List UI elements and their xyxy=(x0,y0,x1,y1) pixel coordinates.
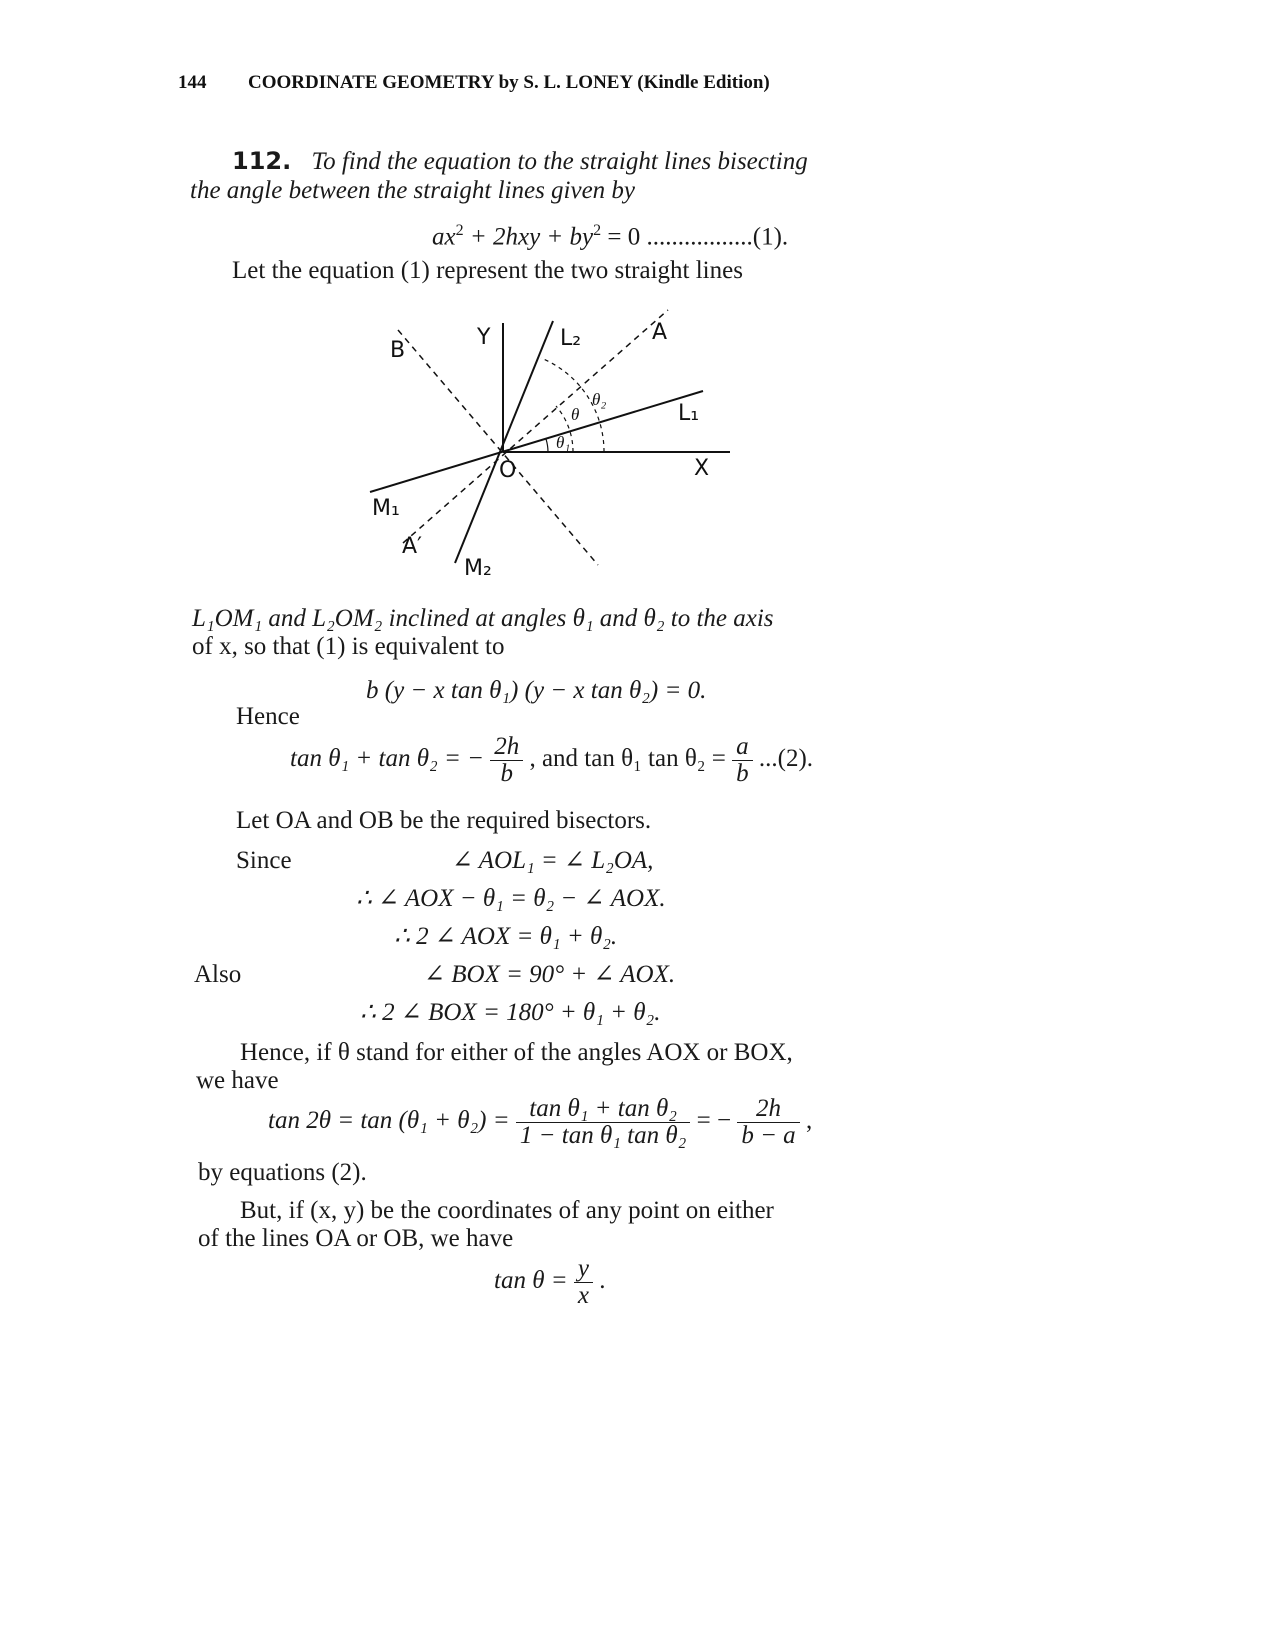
arc-theta1 xyxy=(546,439,548,452)
equation-10 xyxy=(494,1256,605,1309)
label-theta: θ xyxy=(571,405,580,424)
paragraph-2-line2: of x, so that (1) is equivalent to xyxy=(192,633,505,660)
paragraph-6-line1: But, if (x, y) be the coordinates of any point on either xyxy=(240,1197,774,1224)
since-label: Since xyxy=(236,847,292,874)
label-y: Y xyxy=(477,325,491,350)
eq10-tail: . xyxy=(599,1267,606,1295)
label-theta1: θ₁ xyxy=(556,433,571,452)
eq10-frac-num: y xyxy=(574,1256,593,1283)
hence-label: Hence xyxy=(236,703,300,730)
label-theta2: θ₂ xyxy=(592,390,607,409)
eq3-frac2-num: a xyxy=(732,734,753,761)
paragraph-2-line1: L₁OM₁ and L₂OM₂ inclined at angles θ₁ and θ₂ to the axis xyxy=(192,605,774,632)
equation-3 xyxy=(290,734,813,787)
eq3-frac1-num: 2h xyxy=(490,734,523,761)
eq3-frac1-den: b xyxy=(500,760,513,787)
eq9-frac1-num: tan θ₁ + tan θ₂ xyxy=(516,1096,690,1123)
bisector-diagram xyxy=(360,305,760,595)
also-label: Also xyxy=(194,961,242,988)
eq10-frac-den: x xyxy=(577,1282,589,1309)
eq9-left: tan 2θ = tan (θ₁ + θ₂) = xyxy=(268,1107,510,1135)
eq3-left: tan θ₁ + tan θ₂ = − xyxy=(290,745,484,773)
section-title-line2: the angle between the straight lines given by xyxy=(190,177,636,204)
label-l1: L₁ xyxy=(678,401,700,426)
section-number: 112. xyxy=(232,147,292,175)
bisector-oa xyxy=(403,310,668,543)
equation-9 xyxy=(268,1096,812,1149)
eq9-frac1-den: 1 − tan θ₁ tan θ₂ xyxy=(519,1122,687,1149)
label-b: B xyxy=(390,338,406,363)
eq1-exp2: 2 xyxy=(593,222,602,239)
equation-2: b (y − x tan θ₁) (y − x tan θ₂) = 0. xyxy=(366,677,707,704)
label-l2: L₂ xyxy=(560,326,582,351)
eq9-frac2-num: 2h xyxy=(737,1096,799,1123)
eq9-fraction-1 xyxy=(516,1096,690,1149)
eq1-exp1: 2 xyxy=(455,222,464,239)
equation-8: ∴ 2 ∠ BOX = 180° + θ₁ + θ₂. xyxy=(360,999,661,1026)
eq10-left: tan θ = xyxy=(494,1267,568,1295)
paragraph-6-line2: of the lines OA or OB, we have xyxy=(198,1225,514,1252)
label-o: O xyxy=(499,458,517,483)
line-l1-m1 xyxy=(370,391,703,492)
paragraph-4-line2: we have xyxy=(196,1067,279,1094)
eq3-frac2-den: b xyxy=(736,760,749,787)
eq1-lhs: ax xyxy=(432,223,456,251)
equation-6: ∴ 2 ∠ AOX = θ₁ + θ₂. xyxy=(394,923,618,950)
eq3-fraction-1 xyxy=(490,734,523,787)
eq3-middle: , and tan θ₁ tan θ₂ = xyxy=(529,745,726,773)
eq1-rhs: = 0 .................(1). xyxy=(601,223,789,251)
eq3-fraction-2 xyxy=(732,734,753,787)
equation-5: ∴ ∠ AOX − θ₁ = θ₂ − ∠ AOX. xyxy=(356,885,666,912)
eq3-tail: ...(2). xyxy=(758,745,814,773)
paragraph-4-line1: Hence, if θ stand for either of the angles AOX or BOX, xyxy=(240,1039,793,1066)
label-m2: M₂ xyxy=(464,556,492,581)
equation-4: ∠ AOL₁ = ∠ L₂OA, xyxy=(452,847,654,874)
eq9-fraction-2 xyxy=(737,1096,799,1149)
equation-1 xyxy=(432,216,788,252)
eq9-middle: = − xyxy=(696,1107,732,1135)
section-heading xyxy=(232,146,808,177)
eq10-fraction xyxy=(574,1256,593,1309)
paragraph-5: by equations (2). xyxy=(198,1159,367,1186)
paragraph-3: Let OA and OB be the required bisectors. xyxy=(236,807,652,834)
paragraph-1: Let the equation (1) represent the two straight lines xyxy=(232,257,743,284)
section-title-line1: To find the equation to the straight lines bisecting xyxy=(311,148,808,175)
running-header: COORDINATE GEOMETRY by S. L. LONEY (Kindle Edition) xyxy=(248,72,770,93)
eq9-tail: , xyxy=(805,1107,813,1135)
label-a: A xyxy=(652,320,668,345)
page-number: 144 xyxy=(178,72,207,93)
eq1-mid: + 2hxy + by xyxy=(463,223,594,251)
equation-7: ∠ BOX = 90° + ∠ AOX. xyxy=(424,961,676,988)
label-m1: M₁ xyxy=(372,496,400,521)
label-a-prime: A′ xyxy=(402,534,423,559)
eq9-frac2-den: b − a xyxy=(741,1122,796,1149)
label-x: X xyxy=(694,456,710,481)
